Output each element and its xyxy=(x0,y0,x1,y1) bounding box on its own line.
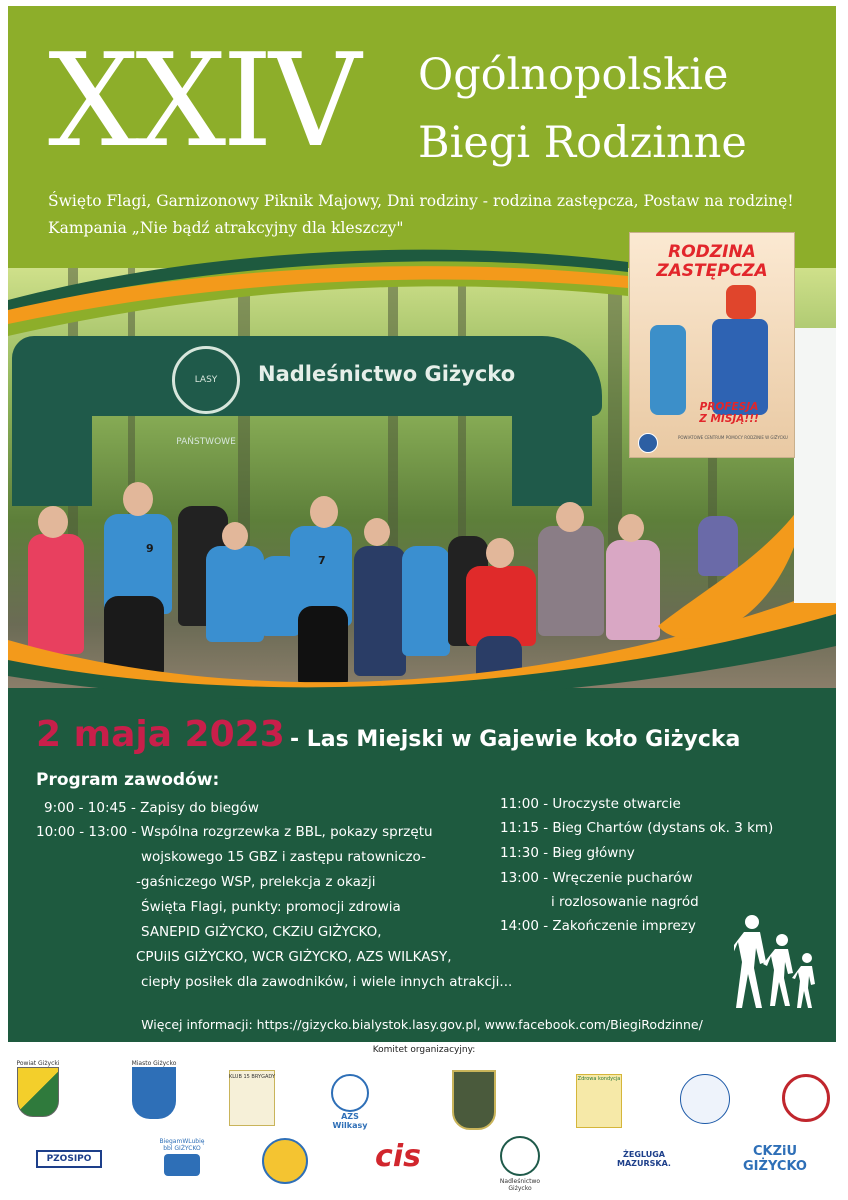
poster xyxy=(8,6,836,1042)
library-emblem-icon xyxy=(680,1074,730,1124)
subtitle-line1: Święto Flagi, Garnizonowy Piknik Majowy, Dni rodziny - rodzina zastępcza, Postaw na rodzinę! xyxy=(48,192,794,210)
schedule-line: 11:15 - Bieg Chartów (dystans ok. 3 km) xyxy=(500,820,774,836)
logo-bbl xyxy=(156,1138,208,1176)
subtitle-line2: Kampania „Nie bądź atrakcyjny dla kleszczy" xyxy=(48,219,404,237)
logo-label: Nadleśnictwo Giżycko xyxy=(499,1178,541,1192)
logo-library xyxy=(680,1074,730,1124)
program-line: 9:00 - 10:45 - Zapisy do biegów xyxy=(44,800,259,816)
logo-sanepid xyxy=(782,1074,828,1122)
logo-pzosipo xyxy=(36,1150,102,1168)
lasy-flag xyxy=(794,328,836,603)
logo-label: AZS Wilkasy xyxy=(332,1112,368,1130)
title-line2: Biegi Rodzinne xyxy=(418,118,747,168)
card-title-line1: RODZINA xyxy=(668,242,756,262)
program-line: CPUiIS GIŻYCKO, WCR GIŻYCKO, AZS WILKASY, xyxy=(136,949,452,965)
event-location: - Las Miejski w Gajewie koło Giżycka xyxy=(290,727,741,752)
card-profession-line2: Z MISJĄ!!! xyxy=(699,413,759,425)
logo-zegluga-mazurska xyxy=(612,1150,676,1168)
logo-pcpr xyxy=(262,1138,308,1184)
lasy-panstwowe-icon xyxy=(500,1136,540,1176)
pcpr-emblem-icon xyxy=(262,1138,308,1184)
logo-miasto-gizycko xyxy=(126,1060,182,1119)
logo-military-unit xyxy=(452,1070,496,1130)
logo-cis xyxy=(368,1140,428,1174)
lasy-panstwowe-logo: LASY PAŃSTWOWE xyxy=(172,346,240,414)
schedule-line: 11:30 - Bieg główny xyxy=(500,845,635,861)
program-line: -gaśniczego WSP, prelekcja z okazji xyxy=(136,874,376,890)
more-info: Więcej informacji: https://gizycko.bialystok.lasy.gov.pl, www.facebook.com/BiegiRodzinne/ xyxy=(141,1017,703,1032)
card-profession xyxy=(674,401,784,425)
program-line: SANEPID GIŻYCKO, CKZiU GIŻYCKO, xyxy=(141,924,382,940)
committee-title: Komitet organizacyjny: xyxy=(372,1045,476,1055)
schedule-line: 11:00 - Uroczyste otwarcie xyxy=(500,796,681,812)
azs-emblem-icon xyxy=(331,1074,369,1112)
event-date: 2 maja 2023 xyxy=(36,714,285,755)
logo-ckziu xyxy=(738,1144,812,1174)
card-profession-line1: PROFESJA xyxy=(699,401,759,413)
arch-text: Nadleśnictwo Giżycko xyxy=(258,362,516,386)
logo-nadlesnictwo xyxy=(488,1136,552,1192)
eagle-emblem-icon xyxy=(782,1074,830,1122)
schedule-line: i rozlosowanie nagród xyxy=(551,894,699,910)
logo-label: BiegamWLubię bbl GIŻYCKO xyxy=(159,1138,205,1152)
logo-label: Powiat Giżycki xyxy=(16,1060,60,1067)
logo-label: ŻEGLUGA MAZURSKA. xyxy=(617,1150,671,1168)
schedule-line: 13:00 - Wręczenie pucharów xyxy=(500,870,693,886)
program-line: wojskowego 15 GBZ i zastępu ratowniczo- xyxy=(141,849,426,865)
edition-number: XXIV xyxy=(48,27,358,176)
logo-zdrowa-kondycja xyxy=(576,1074,622,1128)
logo-label: Zdrowa kondycja xyxy=(576,1074,622,1128)
coat-of-arms-icon xyxy=(17,1067,59,1117)
bbl-icon xyxy=(164,1154,200,1176)
logo-label: CKZiU GIŻYCKO xyxy=(743,1144,807,1174)
title-line1: Ogólnopolskie xyxy=(418,50,729,100)
program-line: 10:00 - 13:00 - Wspólna rozgrzewka z BBL, pokazy sprzętu xyxy=(36,824,433,840)
bib-number: 9 xyxy=(146,542,154,555)
card-title xyxy=(630,243,794,281)
bib-number: 7 xyxy=(318,554,326,567)
program-line: Święta Flagi, punkty: promocji zdrowia xyxy=(141,899,401,915)
logo-azs-wilkasy xyxy=(330,1074,370,1130)
schedule-line: 14:00 - Zakończenie imprezy xyxy=(500,918,696,934)
logo-label: PZOSIPO xyxy=(36,1150,102,1168)
pcpr-badge-icon xyxy=(638,433,658,453)
orange-swoosh-bottom xyxy=(8,476,836,716)
logo-klub-15-brygady xyxy=(228,1070,276,1126)
hero-child xyxy=(726,285,756,319)
card-org: POWIATOWE CENTRUM POMOCY RODZINIE W GIŻYCKU xyxy=(678,435,788,440)
foster-family-card xyxy=(629,232,795,458)
program-line: ciepły posiłek dla zawodników, i wiele innych atrakcji... xyxy=(141,974,513,990)
logo-powiat-gizycki xyxy=(14,1060,62,1117)
military-shield-icon xyxy=(452,1070,496,1130)
logo-label: cis xyxy=(375,1139,421,1174)
logo-label: Miasto Giżycko xyxy=(131,1060,177,1067)
coat-of-arms-icon xyxy=(132,1067,176,1119)
card-title-line2: ZASTĘPCZA xyxy=(656,261,768,281)
program-title: Program zawodów: xyxy=(36,770,220,790)
family-running-icon xyxy=(734,912,818,1012)
logo-label: KLUB 15 BRYGADY xyxy=(228,1074,275,1080)
